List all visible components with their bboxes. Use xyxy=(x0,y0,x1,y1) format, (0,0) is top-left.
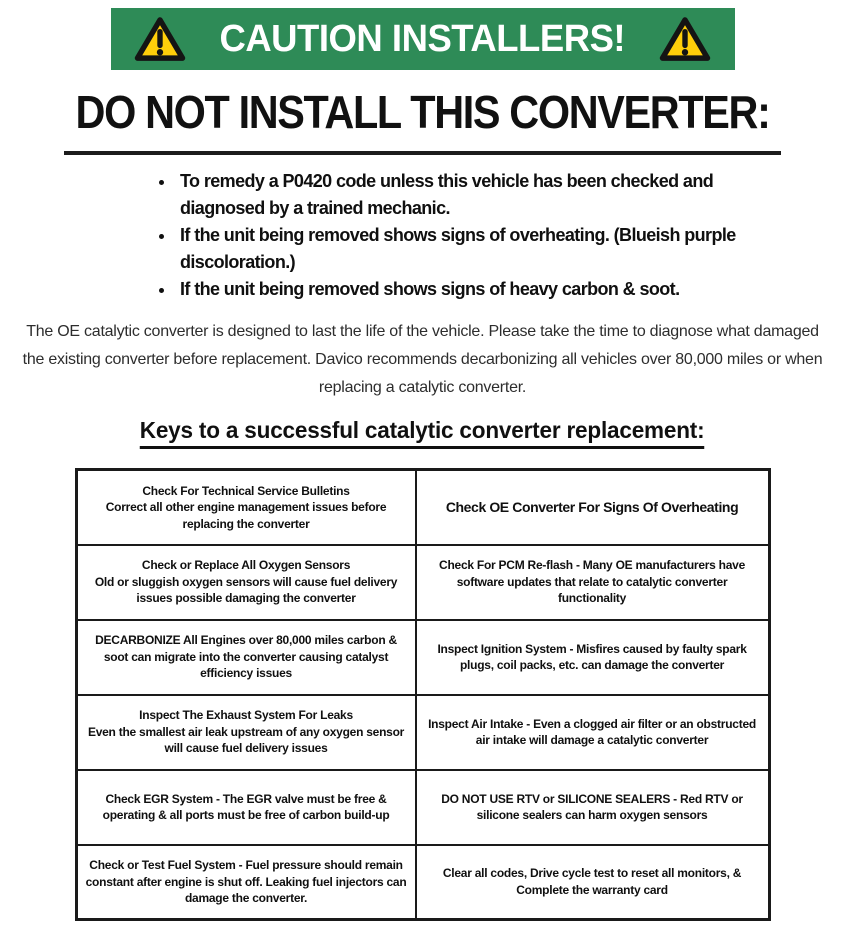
table-row xyxy=(76,545,769,620)
cell-line: DECARBONIZE All Engines over 80,000 miles carbon & soot can migrate into the converter causing catalyst efficiency issues xyxy=(95,633,397,681)
cell-line: Check For PCM Re-flash - Many OE manufacturers have software updates that relate to catalytic converter functionality xyxy=(439,558,746,606)
cell-line: Even the smallest air leak upstream of any oxygen sensor will cause fuel delivery issues xyxy=(87,724,405,756)
table-cell xyxy=(416,695,769,770)
table-cell xyxy=(416,545,769,620)
cell-line: Check OE Converter For Signs Of Overheating xyxy=(445,498,739,515)
cell-line: Clear all codes, Drive cycle test to reset all monitors, & Complete the warranty card xyxy=(442,866,742,897)
table-cell xyxy=(416,620,769,695)
section-heading-text: Keys to a successful catalytic converter replacement: xyxy=(140,417,705,449)
table-cell xyxy=(76,545,416,620)
cell-line: Correct all other engine management issues before replacing the converter xyxy=(105,500,387,531)
cell-line: Inspect The Exhaust System For Leaks xyxy=(139,708,353,723)
warning-list xyxy=(152,168,774,303)
table-cell xyxy=(76,845,416,920)
table-row xyxy=(76,695,769,770)
table-cell xyxy=(76,770,416,845)
cell-line: Check or Test Fuel System - Fuel pressure should remain constant after engine is shut off. Leaking fuel injectors can damage the converter. xyxy=(85,858,407,905)
caution-banner xyxy=(111,8,735,70)
cell-line: Old or sluggish oxygen sensors will cause fuel delivery issues possible damaging the converter xyxy=(94,574,398,606)
divider-rule xyxy=(64,151,781,155)
advisory-paragraph: The OE catalytic converter is designed to last the life of the vehicle. Please take the time to diagnose what damaged the existing converter before replacement. Davico recommends decarbonizing all vehicles over 80,000 miles or when replacing a catalytic converter. xyxy=(22,323,823,396)
cell-line: Check or Replace All Oxygen Sensors xyxy=(141,558,351,573)
cell-line: Inspect Ignition System - Misfires caused by faulty spark plugs, coil packs, etc. can damage the converter xyxy=(437,641,747,672)
warning-triangle-icon xyxy=(133,15,187,64)
table-row xyxy=(76,620,769,695)
warning-item: • To remedy a P0420 code unless this vehicle has been checked and diagnosed by a trained mechanic. xyxy=(176,168,774,222)
table-cell xyxy=(76,695,416,770)
flyer xyxy=(0,8,845,921)
banner-title: CAUTION INSTALLERS! xyxy=(219,17,626,60)
warning-item: • If the unit being removed shows signs of overheating. (Blueish purple discoloration.) xyxy=(176,222,774,276)
table-cell xyxy=(416,845,769,920)
table-row xyxy=(76,770,769,845)
table-row xyxy=(76,845,769,920)
cell-line: Check For Technical Service Bulletins xyxy=(142,483,350,498)
page-title-text: DO NOT INSTALL THIS CONVERTER: xyxy=(75,86,770,138)
table-cell xyxy=(76,620,416,695)
table-cell xyxy=(416,470,769,545)
keys-table xyxy=(75,468,771,921)
cell-line: DO NOT USE RTV or SILICONE SEALERS - Red RTV or silicone sealers can harm oxygen sensors xyxy=(441,791,743,822)
section-heading xyxy=(0,417,845,449)
page-title xyxy=(0,85,845,139)
table-cell xyxy=(76,470,416,545)
table-row xyxy=(76,470,769,545)
cell-line: Check EGR System - The EGR valve must be free & operating & all ports must be free of carbon build-up xyxy=(102,791,390,822)
cell-line: Inspect Air Intake - Even a clogged air filter or an obstructed air intake will damage a catalytic converter xyxy=(428,716,756,747)
table-cell xyxy=(416,770,769,845)
warning-item: • If the unit being removed shows signs of heavy carbon & soot. xyxy=(176,276,774,303)
warning-triangle-icon xyxy=(658,15,712,64)
